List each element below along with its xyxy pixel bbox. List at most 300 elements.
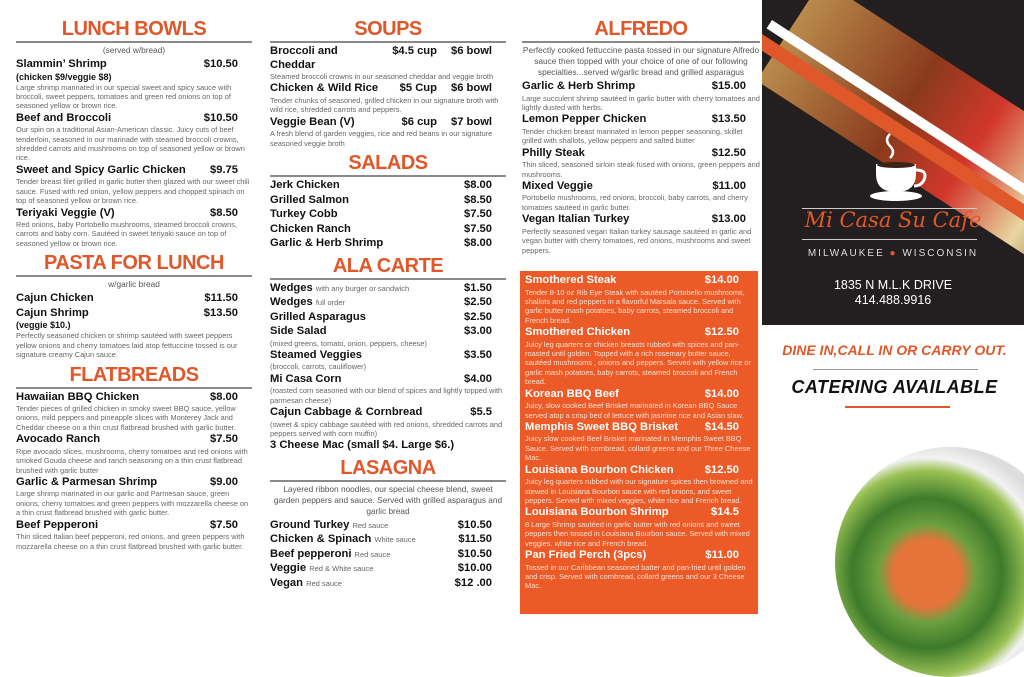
item-name bbox=[525, 506, 669, 520]
item-row bbox=[16, 433, 252, 447]
item-row bbox=[525, 464, 753, 478]
item-name-text: Teriyaki Veggie (V) bbox=[16, 206, 115, 219]
item-row bbox=[270, 311, 506, 325]
item-price: $8.00 bbox=[464, 179, 492, 192]
menu-item bbox=[525, 274, 753, 325]
menu-item bbox=[525, 464, 753, 506]
item-name bbox=[270, 223, 351, 237]
item-name-text: 3 Cheese Mac (small $4. Large $6.) bbox=[270, 439, 455, 452]
item-row bbox=[270, 282, 506, 296]
section-title: SALADS bbox=[348, 152, 428, 175]
item-price: $3.00 bbox=[464, 325, 492, 338]
item-price-group bbox=[464, 223, 506, 237]
item-row bbox=[522, 180, 760, 194]
divider bbox=[845, 406, 950, 408]
item-price: $5.5 bbox=[470, 406, 492, 419]
item-row bbox=[270, 237, 506, 251]
item-name bbox=[525, 274, 616, 288]
item-name-text: Beef Pepperoni bbox=[16, 518, 99, 531]
menu-item bbox=[522, 80, 760, 112]
brand-location bbox=[762, 248, 1024, 259]
menu-item bbox=[270, 45, 506, 81]
item-name bbox=[16, 112, 111, 126]
item-price-group bbox=[464, 282, 506, 296]
item-name-text: Hawaiian BBQ Chicken bbox=[16, 390, 140, 403]
item-note: Red sauce bbox=[306, 578, 342, 588]
item-price: $1.50 bbox=[464, 281, 492, 294]
item-price: $14.00 bbox=[704, 387, 739, 400]
item-row bbox=[522, 80, 760, 94]
item-name bbox=[270, 208, 338, 222]
item-description: Red onions, baby Portobello mushrooms, steamed broccoli crowns, carrots and baby corn. Sautéed in sweet teriyaki sauce on top of seasoned yellow or brown rice. bbox=[16, 220, 238, 248]
menu-item bbox=[270, 577, 506, 591]
city: MILWAUKEE bbox=[807, 248, 885, 259]
menu-item bbox=[270, 194, 506, 208]
item-row bbox=[16, 112, 252, 126]
item-row bbox=[270, 208, 506, 222]
item-description: Tender pieces of grilled chicken in smoky sweet BBQ sauce, yellow onions, mild peppers and pineapple slices with Monterey Jack and Cheddar cheese on a thin crust flatbread brushed with garlic butter. bbox=[16, 404, 236, 432]
item-name-text: Veggie bbox=[270, 562, 307, 575]
item-name bbox=[16, 391, 139, 405]
item-price-group bbox=[470, 406, 506, 420]
item-name bbox=[525, 421, 678, 435]
section-title: LUNCH BOWLS bbox=[61, 18, 207, 40]
item-name-text: Steamed Veggies bbox=[270, 348, 363, 361]
item-price-group bbox=[712, 147, 760, 161]
item-row bbox=[270, 82, 506, 96]
item-name-text: Memphis Sweet BBQ Brisket bbox=[525, 420, 678, 433]
menu-column-1 bbox=[16, 18, 252, 555]
menu-item bbox=[16, 433, 252, 475]
item-name-text: Sweet and Spicy Garlic Chicken bbox=[16, 163, 186, 176]
item-price: $9.00 bbox=[210, 475, 238, 488]
section-rule bbox=[270, 175, 506, 177]
item-price-group bbox=[464, 194, 506, 208]
section-rule bbox=[16, 387, 252, 389]
item-description: A fresh blend of garden veggies, rice and red beans in our signature seasoned veggie broth bbox=[270, 129, 493, 148]
item-row bbox=[525, 326, 753, 340]
section-title: LASAGNA bbox=[340, 456, 436, 479]
item-name bbox=[525, 388, 619, 402]
item-name bbox=[16, 307, 89, 321]
item-price: $2.50 bbox=[464, 310, 492, 323]
item-price-group bbox=[204, 307, 252, 321]
item-note: Red sauce bbox=[354, 549, 391, 559]
item-name bbox=[16, 476, 157, 490]
menu-item bbox=[270, 116, 506, 148]
item-price: $12.50 bbox=[704, 463, 739, 476]
item-name-text: Louisiana Bourbon Chicken bbox=[525, 463, 674, 476]
item-row bbox=[270, 45, 506, 72]
item-price-group bbox=[204, 58, 252, 72]
item-name-text: Wedges bbox=[270, 281, 313, 294]
item-description: Tossed in our Caribbean seasoned batter and pan-fried until golden and crisp. Served with cornbread, collard greens and our 3 Cheese Mac. bbox=[525, 562, 746, 591]
item-name bbox=[270, 577, 342, 591]
item-name-text: Philly Steak bbox=[522, 146, 585, 159]
menu-item bbox=[270, 223, 506, 237]
menu-section bbox=[270, 457, 506, 592]
item-description: (mixed greens, tomato, onion, peppers, cheese) bbox=[270, 338, 427, 348]
item-row bbox=[525, 388, 753, 402]
item-price-group bbox=[210, 476, 252, 490]
brand-name: Mi Casa Su Cafe bbox=[804, 208, 982, 232]
item-row bbox=[270, 439, 506, 453]
item-row bbox=[525, 421, 753, 435]
item-row bbox=[16, 292, 252, 306]
menu-item bbox=[525, 549, 753, 591]
item-price-group bbox=[705, 326, 753, 340]
item-name bbox=[16, 519, 98, 533]
item-description: (sweet & spicy cabbage sautéed with red onions, shredded carrots and peppers served with corn muffin) bbox=[270, 419, 503, 439]
item-description: Tender breast filet grilled in garlic butter then glazed with our sweet chili sauce. Fused with red onion, yellow peppers and chopped spinach on top of seasoned yellow or brown rice. bbox=[16, 177, 250, 206]
item-price: $12 .00 bbox=[454, 576, 492, 589]
item-price-group bbox=[705, 549, 753, 563]
item-price: $7.50 bbox=[210, 518, 238, 531]
item-description: Large succulent shrimp sautéed in garlic butter with cherry tomatoes and lightly dusted with herbs. bbox=[522, 93, 760, 112]
item-price: $6 cup bbox=[401, 115, 437, 128]
item-price: $9.75 bbox=[210, 163, 238, 176]
item-price-group bbox=[402, 116, 506, 130]
item-name-text: Vegan bbox=[270, 576, 303, 589]
item-row bbox=[522, 147, 760, 161]
item-name bbox=[522, 180, 593, 194]
item-price-group bbox=[464, 179, 506, 193]
item-description: Large shrimp marinated in our garlic and Parmesan sauce, green onions, cherry tomatoes and green peppers with mozzarella cheese on a thin crust flatbread brushed with garlic butter. bbox=[16, 489, 249, 518]
item-price-group bbox=[458, 519, 506, 533]
menu-section bbox=[270, 18, 506, 149]
item-row bbox=[16, 476, 252, 490]
item-row bbox=[270, 373, 506, 387]
item-name-text: Lemon Pepper Chicken bbox=[522, 113, 647, 126]
item-name-text: Korean BBQ Beef bbox=[525, 387, 619, 400]
item-price: $14.00 bbox=[704, 274, 739, 286]
item-price-group bbox=[204, 112, 252, 126]
item-price: $11.50 bbox=[458, 533, 492, 546]
item-name bbox=[16, 164, 186, 178]
item-name-text: Cajun Shrimp bbox=[16, 306, 89, 319]
item-row bbox=[522, 113, 760, 127]
item-row bbox=[270, 406, 506, 420]
item-name bbox=[270, 406, 422, 420]
menu-section bbox=[270, 152, 506, 252]
section-title: PASTA FOR LUNCH bbox=[44, 252, 224, 275]
menu-item bbox=[270, 237, 506, 251]
item-price: $14.50 bbox=[704, 420, 739, 433]
section-rule bbox=[522, 41, 760, 43]
item-price: $7.50 bbox=[464, 208, 492, 221]
menu-item bbox=[16, 292, 252, 306]
item-price-group bbox=[210, 433, 252, 447]
item-price-group bbox=[464, 208, 506, 222]
item-description: Steamed broccoli crowns in our seasoned cheddar and veggie broth bbox=[270, 72, 494, 81]
section-title: ALFREDO bbox=[594, 18, 688, 40]
item-price-2: $6 bowl bbox=[450, 82, 492, 95]
item-name bbox=[270, 194, 349, 208]
item-price-group bbox=[210, 519, 252, 533]
menu-item bbox=[270, 296, 506, 310]
item-row bbox=[270, 194, 506, 208]
menu-section bbox=[522, 18, 760, 256]
item-row bbox=[270, 533, 506, 547]
item-name bbox=[270, 548, 390, 562]
item-name-text: Vegan Italian Turkey bbox=[522, 213, 630, 226]
item-price: $11.00 bbox=[705, 549, 739, 562]
menu-item bbox=[522, 113, 760, 145]
item-row bbox=[16, 207, 252, 221]
item-price: $10.50 bbox=[457, 547, 492, 560]
item-price-group bbox=[204, 292, 252, 306]
item-price-group bbox=[705, 464, 753, 478]
item-price: $14.5 bbox=[711, 506, 739, 519]
item-price-2: $7 bowl bbox=[450, 115, 492, 128]
item-row bbox=[270, 349, 506, 363]
item-row bbox=[16, 307, 252, 321]
item-description: Juicy, slow cooked Beef Brisket marinated in Korean BBQ Sauce served atop a crisp bed of lettuce with jasmine rice and Asian slaw. bbox=[525, 401, 744, 420]
menu-item bbox=[270, 208, 506, 222]
menu-item bbox=[16, 391, 252, 433]
menu-item bbox=[270, 373, 506, 405]
item-price: $13.00 bbox=[711, 213, 746, 226]
item-name-text: Avocado Ranch bbox=[16, 433, 101, 446]
section-intro: Perfectly cooked fettuccine pasta tossed in our signature Alfredo sauce then topped with your choice of one of our following specialties...served w/garlic bread and grilled asparagus bbox=[522, 45, 760, 77]
menu-item bbox=[270, 179, 506, 193]
item-name-text: Garlic & Herb Shrimp bbox=[270, 237, 384, 250]
item-price: $13.50 bbox=[711, 113, 746, 126]
item-name bbox=[525, 549, 646, 563]
item-row bbox=[270, 179, 506, 193]
menu-item bbox=[522, 180, 760, 212]
state: WISCONSIN bbox=[902, 248, 979, 259]
item-price-group bbox=[712, 213, 760, 227]
item-price-2: $6 bowl bbox=[450, 45, 492, 57]
phone: 414.488.9916 bbox=[854, 293, 932, 307]
item-description: 8 Large Shrimp sautéed in garlic butter with red onions and sweet peppers then tossed in Louisiana Bourbon sauce. Served with mixed veggies, white rice and French bread. bbox=[525, 519, 750, 548]
item-name bbox=[270, 82, 378, 96]
item-subprice: (chicken $9/veggie $8) bbox=[16, 71, 112, 82]
divider bbox=[802, 239, 977, 240]
item-name bbox=[270, 116, 355, 130]
item-description: Thin sliced, seasoned sirloin steak fused with onions, green peppers and mushrooms. bbox=[522, 160, 760, 179]
item-name bbox=[270, 349, 362, 363]
brand-panel bbox=[762, 0, 1024, 325]
item-price-group bbox=[458, 562, 506, 576]
menu-item bbox=[525, 506, 753, 548]
item-subprice: (veggie $10.) bbox=[16, 320, 71, 331]
item-row bbox=[270, 562, 506, 576]
item-price: $11.50 bbox=[204, 292, 238, 305]
item-description: (roasted corn seasoned with our blend of spices and lightly topped with parmesan cheese) bbox=[270, 386, 503, 405]
menu-item bbox=[525, 326, 753, 387]
item-price-group bbox=[705, 388, 753, 402]
menu-item bbox=[16, 164, 252, 206]
item-price: $5 Cup bbox=[399, 82, 437, 95]
item-name bbox=[270, 296, 345, 310]
item-price-group bbox=[464, 311, 506, 325]
item-row bbox=[525, 274, 753, 288]
item-name bbox=[270, 373, 342, 387]
item-name bbox=[522, 213, 629, 227]
item-name bbox=[522, 147, 585, 161]
item-price: $15.00 bbox=[711, 80, 746, 92]
item-name-text: Garlic & Herb Shrimp bbox=[522, 80, 636, 92]
salmon-salad-photo bbox=[835, 447, 1024, 677]
item-price: $12.50 bbox=[711, 146, 746, 159]
section-rule bbox=[270, 41, 506, 43]
item-name bbox=[270, 45, 386, 72]
item-name bbox=[270, 562, 373, 576]
item-note: full order bbox=[315, 298, 345, 308]
item-row bbox=[270, 548, 506, 562]
item-row bbox=[270, 116, 506, 130]
section-title: FLATBREADS bbox=[69, 363, 199, 386]
item-name bbox=[270, 282, 409, 296]
item-price: $3.50 bbox=[464, 348, 492, 361]
item-name-text: Turkey Cobb bbox=[270, 208, 338, 221]
item-name-text: Grilled Asparagus bbox=[270, 310, 366, 323]
item-price-group bbox=[712, 80, 760, 94]
section-rule bbox=[270, 480, 506, 482]
item-row bbox=[16, 164, 252, 178]
item-price-group bbox=[464, 325, 506, 339]
item-description: Ripe avocado slices, mushrooms, cherry tomatoes and red onions with smoked Gouda cheese and ranch seasoning on a thin crust flatbread brushed with garlic butter bbox=[16, 446, 248, 475]
item-description: Tender chicken breast marinated in lemon pepper seasoning, skillet grilled with shallots, yellow peppers and salted butter bbox=[522, 126, 743, 146]
item-name-text: Jerk Chicken bbox=[270, 179, 340, 192]
item-description: Tender chunks of seasoned, grilled chicken in our signature broth with wild rice, shredded carrots and peppers. bbox=[270, 95, 499, 115]
item-name bbox=[522, 113, 646, 127]
item-description: Perfectly seasoned vegan Italian turkey sausage sautéed in garlic and vegan butter with cherry tomatoes, red onions, mushrooms and sweet peppers. bbox=[522, 226, 752, 255]
item-name bbox=[270, 311, 366, 325]
item-description: Juicy slow cooked Beef Brisket marinated in Memphis Sweet BBQ Sauce. Served with cornbread, collard greens and our Three Cheese Mac. bbox=[525, 434, 751, 463]
menu-item bbox=[270, 548, 506, 562]
tagline: DINE IN,CALL IN OR CARRY OUT. bbox=[782, 342, 1007, 358]
item-description: Juicy leg quarters or chicken breasts rubbed with spices and pan-roasted until golden. Topped with a rich rosemary butter sauce, sautéed mushrooms , onions and peppers. Served with yellow rice or garlic mash potatoes, baby carrots, steamed broccoli and French bread. bbox=[525, 339, 751, 387]
menu-section bbox=[16, 18, 252, 249]
item-name-text: Ground Turkey bbox=[270, 518, 350, 531]
item-name bbox=[16, 433, 100, 447]
item-row bbox=[16, 58, 252, 72]
divider bbox=[813, 369, 978, 370]
item-price-group bbox=[210, 391, 252, 405]
item-price: $8.50 bbox=[210, 206, 238, 219]
item-price: $10.50 bbox=[457, 518, 492, 531]
item-name bbox=[16, 58, 107, 72]
item-row bbox=[270, 296, 506, 310]
item-price: $7.50 bbox=[464, 222, 492, 235]
item-row bbox=[270, 519, 506, 533]
menu-item bbox=[270, 533, 506, 547]
item-price-group bbox=[705, 274, 753, 288]
menu-column-2 bbox=[270, 18, 506, 594]
item-price-group bbox=[711, 506, 753, 520]
menu-item bbox=[270, 439, 506, 453]
item-name-text: Veggie Bean (V) bbox=[270, 115, 355, 128]
item-description: (broccoli, carrots, cauliflower) bbox=[270, 362, 367, 372]
item-name-text: Mixed Veggie bbox=[522, 179, 593, 192]
section-title: SOUPS bbox=[354, 18, 422, 40]
item-name bbox=[270, 237, 383, 251]
menu-item bbox=[16, 112, 252, 163]
item-name-text: Mi Casa Corn bbox=[270, 372, 342, 385]
item-description: Our spin on a traditional Asian-American classic. Juicy cuts of beef tenderloin, seasoned in our marinade with steamed broccoli crowns, shredded carrots and mushrooms on top of seasoned yellow or brown rice. bbox=[16, 125, 245, 163]
menu-item bbox=[525, 421, 753, 463]
item-price: $4.5 cup bbox=[392, 45, 437, 57]
item-price: $10.00 bbox=[457, 562, 492, 575]
item-name-text: Side Salad bbox=[270, 325, 327, 338]
item-row bbox=[522, 213, 760, 227]
item-row bbox=[525, 549, 753, 563]
item-note: White sauce bbox=[374, 535, 416, 545]
item-price-group bbox=[210, 164, 252, 178]
section-rule bbox=[270, 278, 506, 280]
item-name-text: Broccoli and Cheddar bbox=[270, 45, 338, 71]
item-price: $12.50 bbox=[704, 326, 739, 339]
item-description: Thin sliced Italian beef pepperoni, red onions, and green peppers with mozzarella cheese on a thin crust flatbread brushed with garlic butter. bbox=[16, 532, 245, 551]
item-price-group bbox=[464, 237, 506, 251]
item-name-text: Grilled Salmon bbox=[270, 193, 349, 206]
menu-item bbox=[525, 388, 753, 420]
item-price-group bbox=[464, 373, 506, 387]
item-price: $8.00 bbox=[210, 390, 238, 403]
item-name bbox=[522, 80, 635, 94]
item-row bbox=[16, 519, 252, 533]
item-name-text: Chicken & Wild Rice bbox=[270, 82, 379, 95]
section-intro: (served w/bread) bbox=[102, 45, 166, 55]
menu-item bbox=[16, 519, 252, 551]
item-price: $7.50 bbox=[210, 433, 238, 446]
item-price: $10.50 bbox=[203, 111, 238, 124]
item-price-group bbox=[458, 533, 506, 547]
item-row bbox=[270, 223, 506, 237]
item-price-group bbox=[464, 296, 506, 310]
coffee-cup-icon bbox=[862, 130, 937, 205]
item-name-text: Garlic & Parmesan Shrimp bbox=[16, 475, 158, 488]
item-price: $8.00 bbox=[464, 237, 492, 250]
item-name bbox=[270, 179, 340, 193]
item-name-text: Chicken & Spinach bbox=[270, 533, 372, 546]
item-note: Red sauce bbox=[352, 520, 389, 530]
menu-item bbox=[16, 207, 252, 249]
item-price-group bbox=[712, 113, 760, 127]
item-description: Juicy leg quarters rubbed with our signature spices then browned and stewed in Louisiana Bourbon sauce with red onions, and sweet peppers. Served with mixed veggies, white rice and French bread. bbox=[525, 477, 753, 505]
item-price-group bbox=[210, 207, 252, 221]
menu-item bbox=[270, 562, 506, 576]
menu-item bbox=[16, 307, 252, 360]
menu-item bbox=[270, 349, 506, 372]
item-note: with any burger or sandwich bbox=[315, 283, 410, 293]
item-description: Portobello mushrooms, red onions, broccoli, baby carrots, and cherry tomatoes sautéed in garlic butter. bbox=[522, 193, 748, 212]
section-intro: w/garlic bread bbox=[108, 279, 160, 290]
contact bbox=[762, 278, 1024, 308]
item-name-text: Pan Fried Perch (3pcs) bbox=[525, 549, 647, 562]
item-price-group bbox=[458, 548, 506, 562]
item-name bbox=[16, 207, 115, 221]
item-name-text: Slammin’ Shrimp bbox=[16, 58, 107, 70]
section-intro: Layered ribbon noodles, our special cheese blend, sweet garden peppers and sauce. Served with grilled asparagus and garlic bread bbox=[273, 483, 503, 516]
item-name-text: Wedges bbox=[270, 296, 313, 309]
item-name-text: Smothered Steak bbox=[525, 274, 617, 286]
item-name-text: Cajun Cabbage & Cornbread bbox=[270, 406, 423, 419]
item-name bbox=[270, 439, 454, 453]
item-row bbox=[525, 506, 753, 520]
item-name bbox=[525, 464, 674, 478]
menu-item bbox=[16, 476, 252, 518]
item-name bbox=[16, 292, 94, 306]
menu-item bbox=[270, 82, 506, 114]
item-row bbox=[270, 577, 506, 591]
menu-item bbox=[522, 213, 760, 255]
coffee-bean-icon: ● bbox=[889, 248, 898, 259]
item-price: $8.50 bbox=[464, 193, 492, 206]
